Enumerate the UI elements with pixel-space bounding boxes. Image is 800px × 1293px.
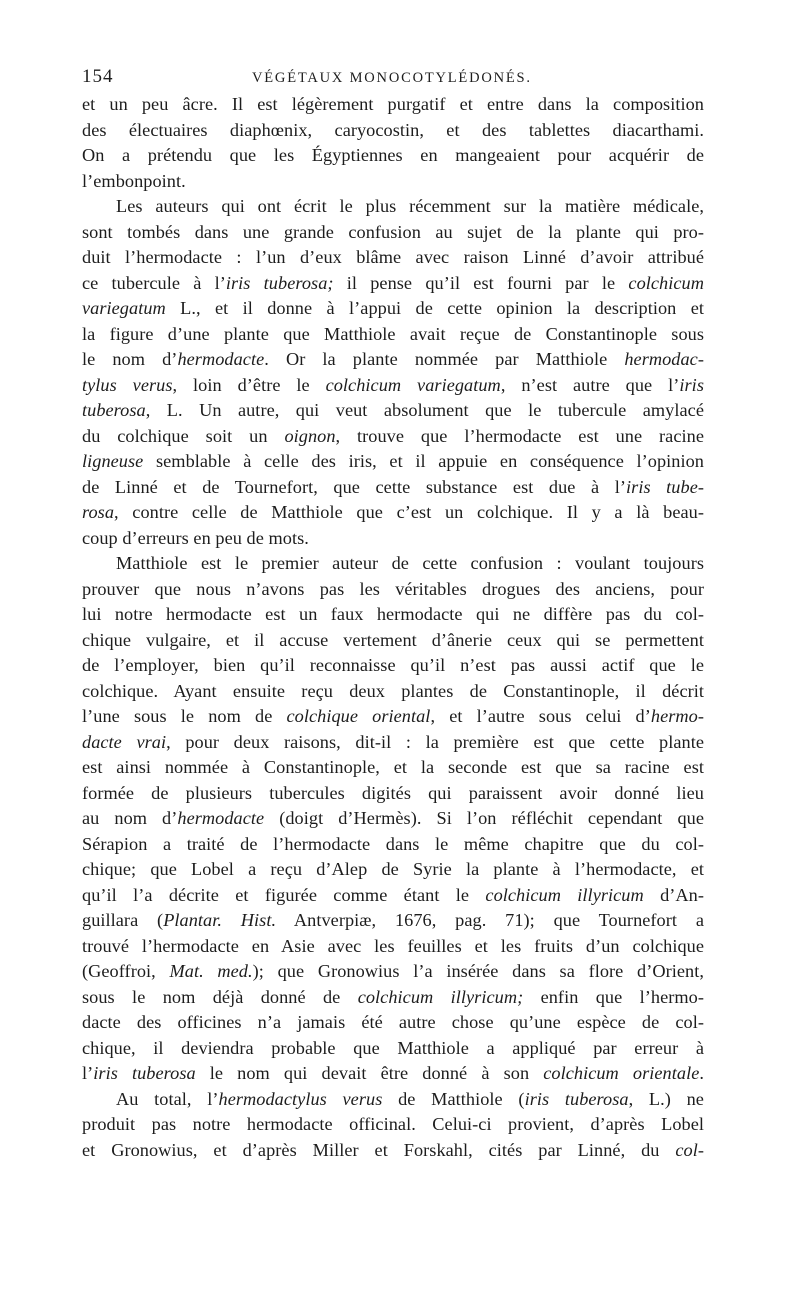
text-run: de Matthiole ( [382, 1088, 525, 1109]
text-run: lui notre hermodacte est un faux hermodacte qui ne diffère pas du col- [82, 604, 704, 624]
text-run: ); que Gronowius l’a insérée dans sa flore d’Orient, [252, 961, 704, 981]
text-run: l’ [82, 1063, 94, 1083]
text-run: dacte des officines n’a jamais été autre chose qu’une espèce de col- [82, 1012, 704, 1032]
italic-term: hermodac- [624, 349, 704, 369]
text-line [82, 118, 704, 144]
text-run: et un peu âcre. Il est légèrement purgatif et entre dans la composition [82, 94, 704, 114]
text-run: Sérapion a traité de l’hermodacte dans le même chapitre que du col- [82, 833, 704, 854]
text-run: , n’est autre que l’ [500, 374, 680, 395]
text-line [82, 704, 704, 730]
text-run: On a prétendu que les Égyptiennes en mangeaient pour acquérir de [82, 145, 704, 165]
italic-term: iris tube- [626, 476, 704, 497]
text-run: sont tombés dans une grande confusion au sujet de la plante qui pro- [82, 221, 704, 242]
text-line [82, 857, 704, 883]
text-run: , contre celle de Matthiole que c’est un colchique. Il y a là beau- [114, 502, 704, 522]
text-line [82, 500, 704, 526]
text-run: , et l’autre sous celui d’ [430, 706, 651, 726]
text-run: , L. Un autre, qui veut absolument que le tubercule amylacé [145, 400, 704, 420]
italic-term: iris tuberosa [93, 1063, 196, 1083]
italic-term: tylus verus [82, 374, 173, 395]
text-run: (doigt d’Hermès). Si l’on réfléchit cependant que [264, 808, 705, 828]
text-run: l’une sous le nom de [82, 706, 287, 726]
italic-term: hermo- [650, 706, 704, 726]
text-line [82, 934, 704, 960]
text-run: chique; que Lobel a reçu d’Alep de Syrie la plante à l’hermodacte, et [82, 859, 704, 879]
text-line [82, 985, 704, 1011]
text-line [82, 1112, 704, 1138]
text-line [82, 628, 704, 654]
text-run: prouver que nous n’avons pas les véritables drogues des anciens, pour [82, 578, 704, 599]
text-run: (Geoffroi, [82, 961, 170, 981]
text-line [82, 449, 704, 475]
text-run: enfin que l’hermo- [523, 986, 704, 1007]
text-line [82, 1010, 704, 1036]
text-line [82, 296, 704, 322]
text-run: il pense qu’il est fourni par le [333, 272, 629, 293]
text-line [82, 679, 704, 705]
text-line [82, 526, 704, 552]
page-number: 154 [82, 66, 114, 87]
italic-term: Plantar. Hist. [163, 910, 277, 930]
italic-term: rosa [82, 502, 115, 522]
text-line [82, 602, 704, 628]
text-line [82, 398, 704, 424]
text-line [82, 577, 704, 603]
page-header [82, 64, 704, 90]
text-run: le nom d’ [82, 349, 178, 369]
text-line [82, 143, 704, 169]
italic-term: colchicum [628, 272, 704, 293]
text-line [82, 347, 704, 373]
text-run: , L.) ne [628, 1088, 704, 1109]
text-run: . Or la plante nommée par Matthiole [264, 349, 625, 369]
italic-term: colchicum orientale [543, 1063, 700, 1083]
text-line [82, 1061, 704, 1087]
text-run: colchique. Ayant ensuite reçu deux plantes de Constantinople, il décrit [82, 680, 704, 701]
italic-term: colchicum variegatum [325, 374, 501, 395]
text-run: du colchique soit un [82, 425, 285, 446]
italic-term: ligneuse [82, 451, 144, 471]
text-run: l’embonpoint. [82, 170, 186, 191]
text-line [82, 194, 704, 220]
text-line [82, 322, 704, 348]
text-line [82, 475, 704, 501]
text-line [82, 653, 704, 679]
text-run: de l’employer, bien qu’il reconnaisse qu’il n’est pas aussi actif que le [82, 655, 704, 675]
text-run: produit pas notre hermodacte officinal. Celui-ci provient, d’après Lobel [82, 1114, 704, 1134]
text-line [82, 959, 704, 985]
text-line [82, 271, 704, 297]
text-run: , pour deux raisons, dit-il : la première est que cette plante [166, 731, 705, 752]
text-line [82, 908, 704, 934]
text-line [82, 424, 704, 450]
italic-term: iris [679, 374, 704, 395]
text-run: au nom d’ [82, 808, 178, 828]
text-line [82, 883, 704, 909]
text-run: est ainsi nommée à Constantinople, et la seconde est que sa racine est [82, 757, 704, 777]
text-run: d’An- [643, 884, 704, 905]
text-run: , trouve que l’hermodacte est une racine [335, 425, 704, 446]
italic-term: colchique oriental [286, 706, 431, 726]
text-run: chique vulgaire, et il accuse vertement d’ânerie ceux qui se permettent [82, 629, 704, 650]
italic-term: variegatum [82, 298, 166, 318]
text-run: sous le nom déjà donné de [82, 986, 358, 1007]
text-run: chique, il deviendra probable que Matthiole a appliqué par erreur à [82, 1037, 704, 1058]
italic-term: colchicum illyricum [485, 884, 644, 905]
text-run: duit l’hermodacte : l’un d’eux blâme avec raison Linné d’avoir attribué [82, 247, 704, 267]
text-run: Matthiole est le premier auteur de cette confusion : voulant toujours [116, 553, 704, 573]
text-run: Au total, l’ [116, 1088, 219, 1109]
italic-term: oignon [284, 425, 336, 446]
text-line [82, 1036, 704, 1062]
italic-term: tuberosa [82, 400, 146, 420]
text-run: , loin d’être le [172, 374, 326, 395]
text-line [82, 1087, 704, 1113]
text-line [82, 1138, 704, 1164]
text-line [82, 730, 704, 756]
text-run: Les auteurs qui ont écrit le plus récemment sur la matière médicale, [116, 196, 704, 216]
text-line [82, 245, 704, 271]
italic-term: iris tuberosa; [225, 272, 334, 293]
italic-term: Mat. med. [169, 961, 253, 981]
text-run: formée de plusieurs tubercules digités qui paraissent avoir donné lieu [82, 782, 704, 803]
text-line [82, 832, 704, 858]
text-run: et Gronowius, et d’après Miller et Forskahl, cités par Linné, du [82, 1139, 676, 1160]
text-line [82, 92, 704, 118]
italic-term: iris tuberosa [524, 1088, 629, 1109]
text-run: qu’il l’a décrite et figurée comme étant le [82, 884, 486, 905]
italic-term: hermodacte [177, 808, 265, 828]
italic-term: hermodacte [177, 349, 265, 369]
text-line [82, 781, 704, 807]
text-run: le nom qui devait être donné à son [195, 1063, 544, 1083]
text-line [82, 806, 704, 832]
italic-term: hermodactylus verus [218, 1088, 383, 1109]
text-run: de Linné et de Tournefort, que cette substance est due à l’ [82, 476, 627, 497]
text-run: L., et il donne à l’appui de cette opinion la description et [165, 298, 704, 318]
text-run: guillara ( [82, 910, 164, 930]
text-run: semblable à celle des iris, et il appuie en conséquence l’opinion [143, 451, 704, 471]
body-text [82, 92, 704, 1163]
text-line [82, 220, 704, 246]
text-run: Antverpiæ, 1676, pag. 71); que Tournefort a [276, 910, 704, 930]
text-line [82, 169, 704, 195]
text-line [82, 373, 704, 399]
text-run: la figure d’une plante que Matthiole avait reçue de Constantinople sous [82, 323, 704, 344]
text-run: . [699, 1063, 704, 1083]
italic-term: colchicum illyricum; [357, 986, 524, 1007]
text-run: coup d’erreurs en peu de mots. [82, 527, 309, 548]
running-title: VÉGÉTAUX MONOCOTYLÉDONÉS. [252, 70, 532, 86]
text-run: ce tubercule à l’ [82, 272, 226, 293]
text-line [82, 755, 704, 781]
text-run: des électuaires diaphœnix, caryocostin, et des tablettes diacarthami. [82, 119, 704, 140]
text-run: trouvé l’hermodacte en Asie avec les feuilles et les fruits d’un colchique [82, 935, 704, 956]
italic-term: dacte vrai [82, 731, 167, 752]
text-line [82, 551, 704, 577]
italic-term: col- [675, 1139, 704, 1160]
